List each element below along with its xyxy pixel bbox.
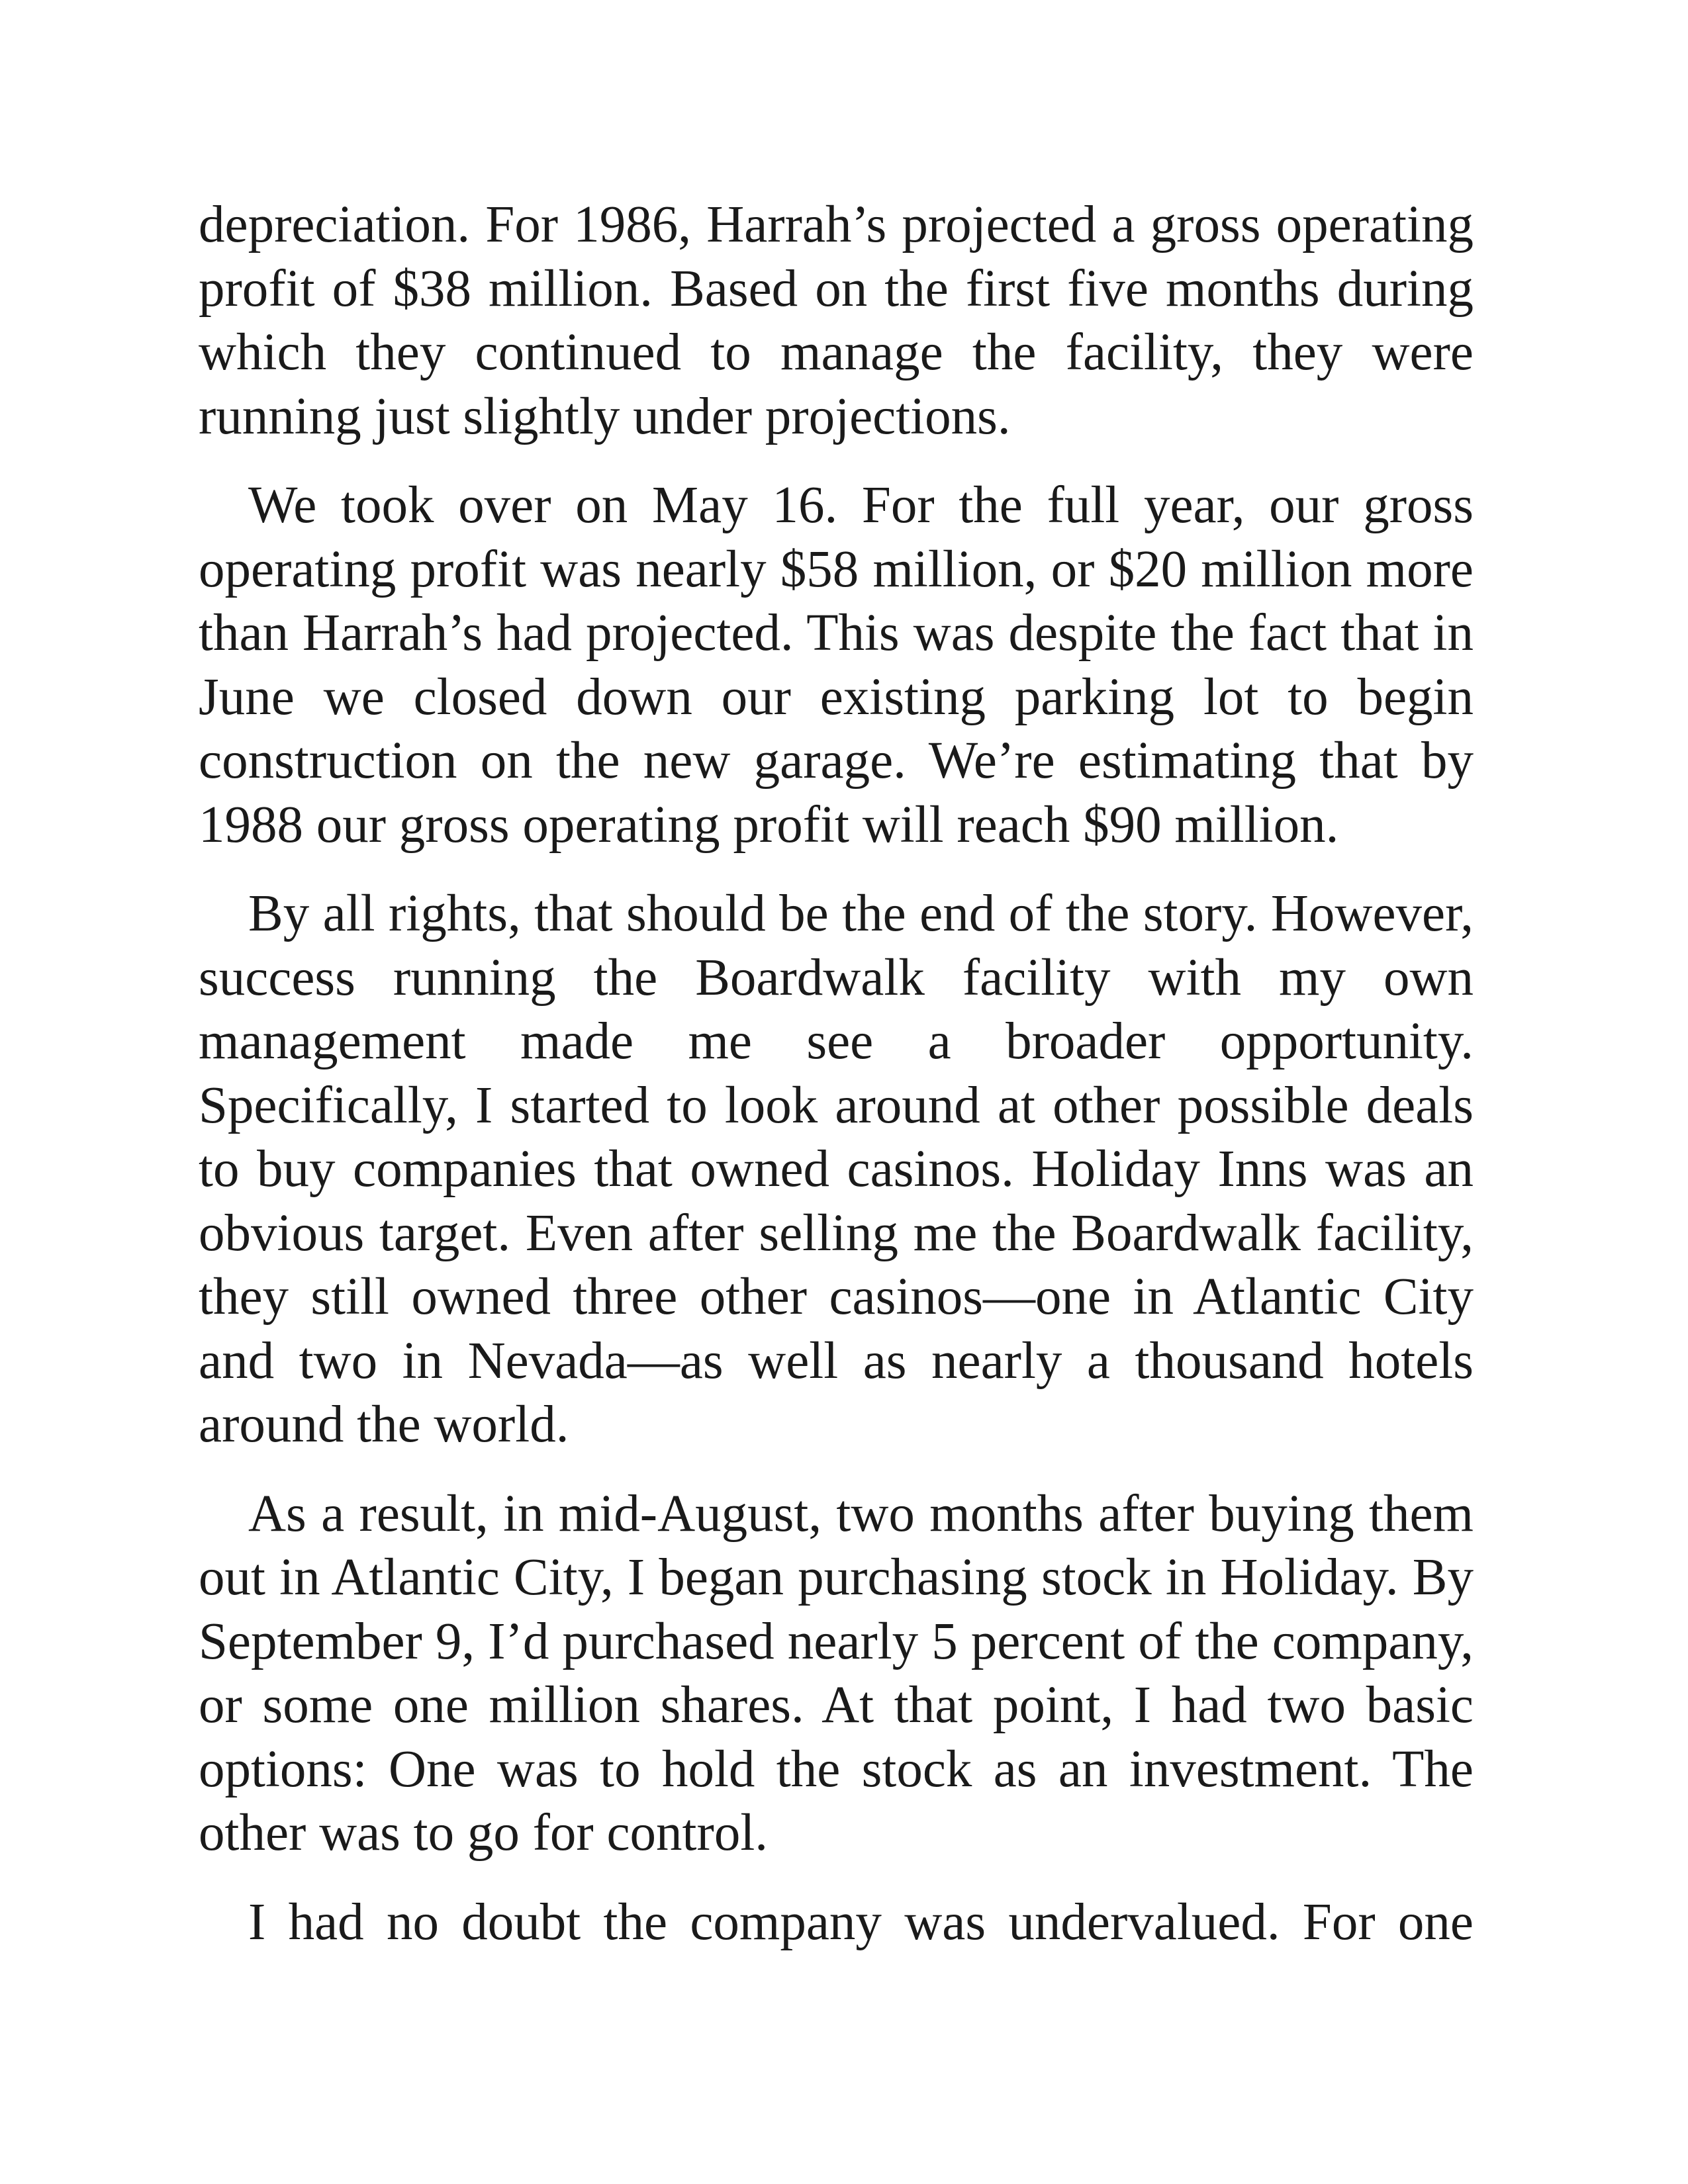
paragraph-undervalued: I had no doubt the company was undervalued. For one [248,1893,1474,1951]
paragraph-continuation: depreciation. For 1986, Harrah’s projected a gross operating profit of $38 million. Based on the first five months during which they continued to manage the facility, they were running just slightly under projections. [199,196,1474,445]
body-text [199,193,1474,1979]
paragraph-took-over: We took over on May 16. For the full year, our gross operating profit was nearly $58 million, or $20 million more than Harrah’s had projected. This was despite the fact that in June we closed down our existing parking lot to begin construction on the new garage. We’re estimating that by 1988 our gross operating profit will reach $90 million. [199,477,1474,854]
paragraph-by-all-rights: By all rights, that should be the end of the story. However, success running the Boardwalk facility with my own management made me see a broader opportunity. Specifically, I started to look around at other possible deals to buy companies that owned casinos. Holiday Inns was an obvious target. Even after selling me the Boardwalk facility, they still owned three other casinos—one in Atlantic City and two in Nevada—as well as nearly a thousand hotels around the world. [199,885,1474,1453]
paragraph-as-a-result: As a result, in mid-August, two months after buying them out in Atlantic City, I began purchasing stock in Holiday. By September 9, I’d purchased nearly 5 percent of the company, or some one million shares. At that point, I had two basic options: One was to hold the stock as an investment. The other was to go for control. [199,1484,1474,1862]
